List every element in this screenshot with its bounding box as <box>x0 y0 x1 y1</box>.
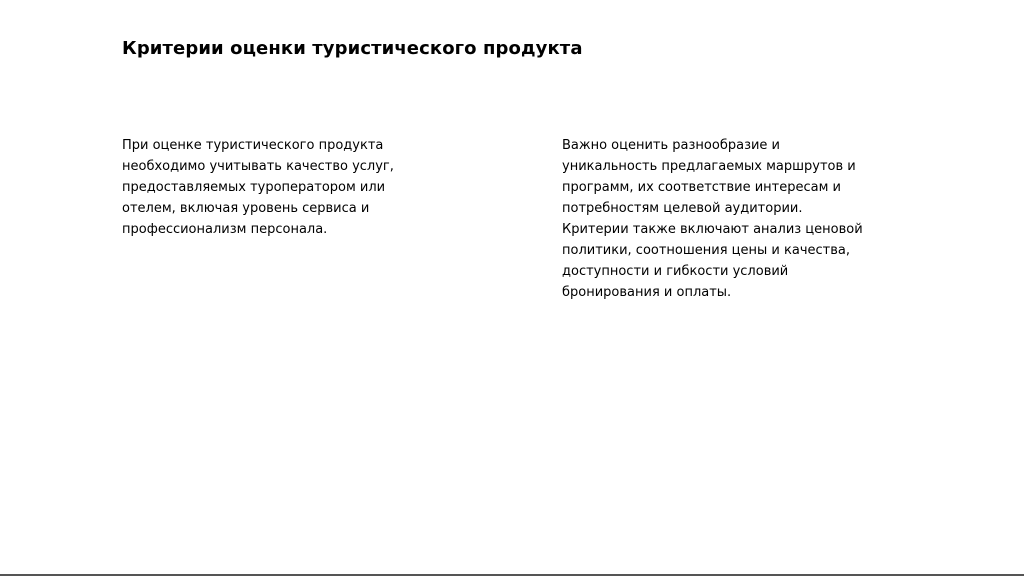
left-column-text: При оценке туристического продукта необходимо учитывать качество услуг, предоставляемых туроператором или отелем, включая уровень сервиса и профессионализм персонала. <box>122 138 394 237</box>
slide-title: Критерии оценки туристического продукта <box>122 38 583 59</box>
right-column-text: Важно оценить разнообразие и уникальность предлагаемых маршрутов и программ, их соответствие интересам и потребностям целевой аудитории. Критерии также включают анализ ценовой политики, соотношения цены и качества, доступности и гибкости условий бронирования и оплаты. <box>562 138 863 300</box>
